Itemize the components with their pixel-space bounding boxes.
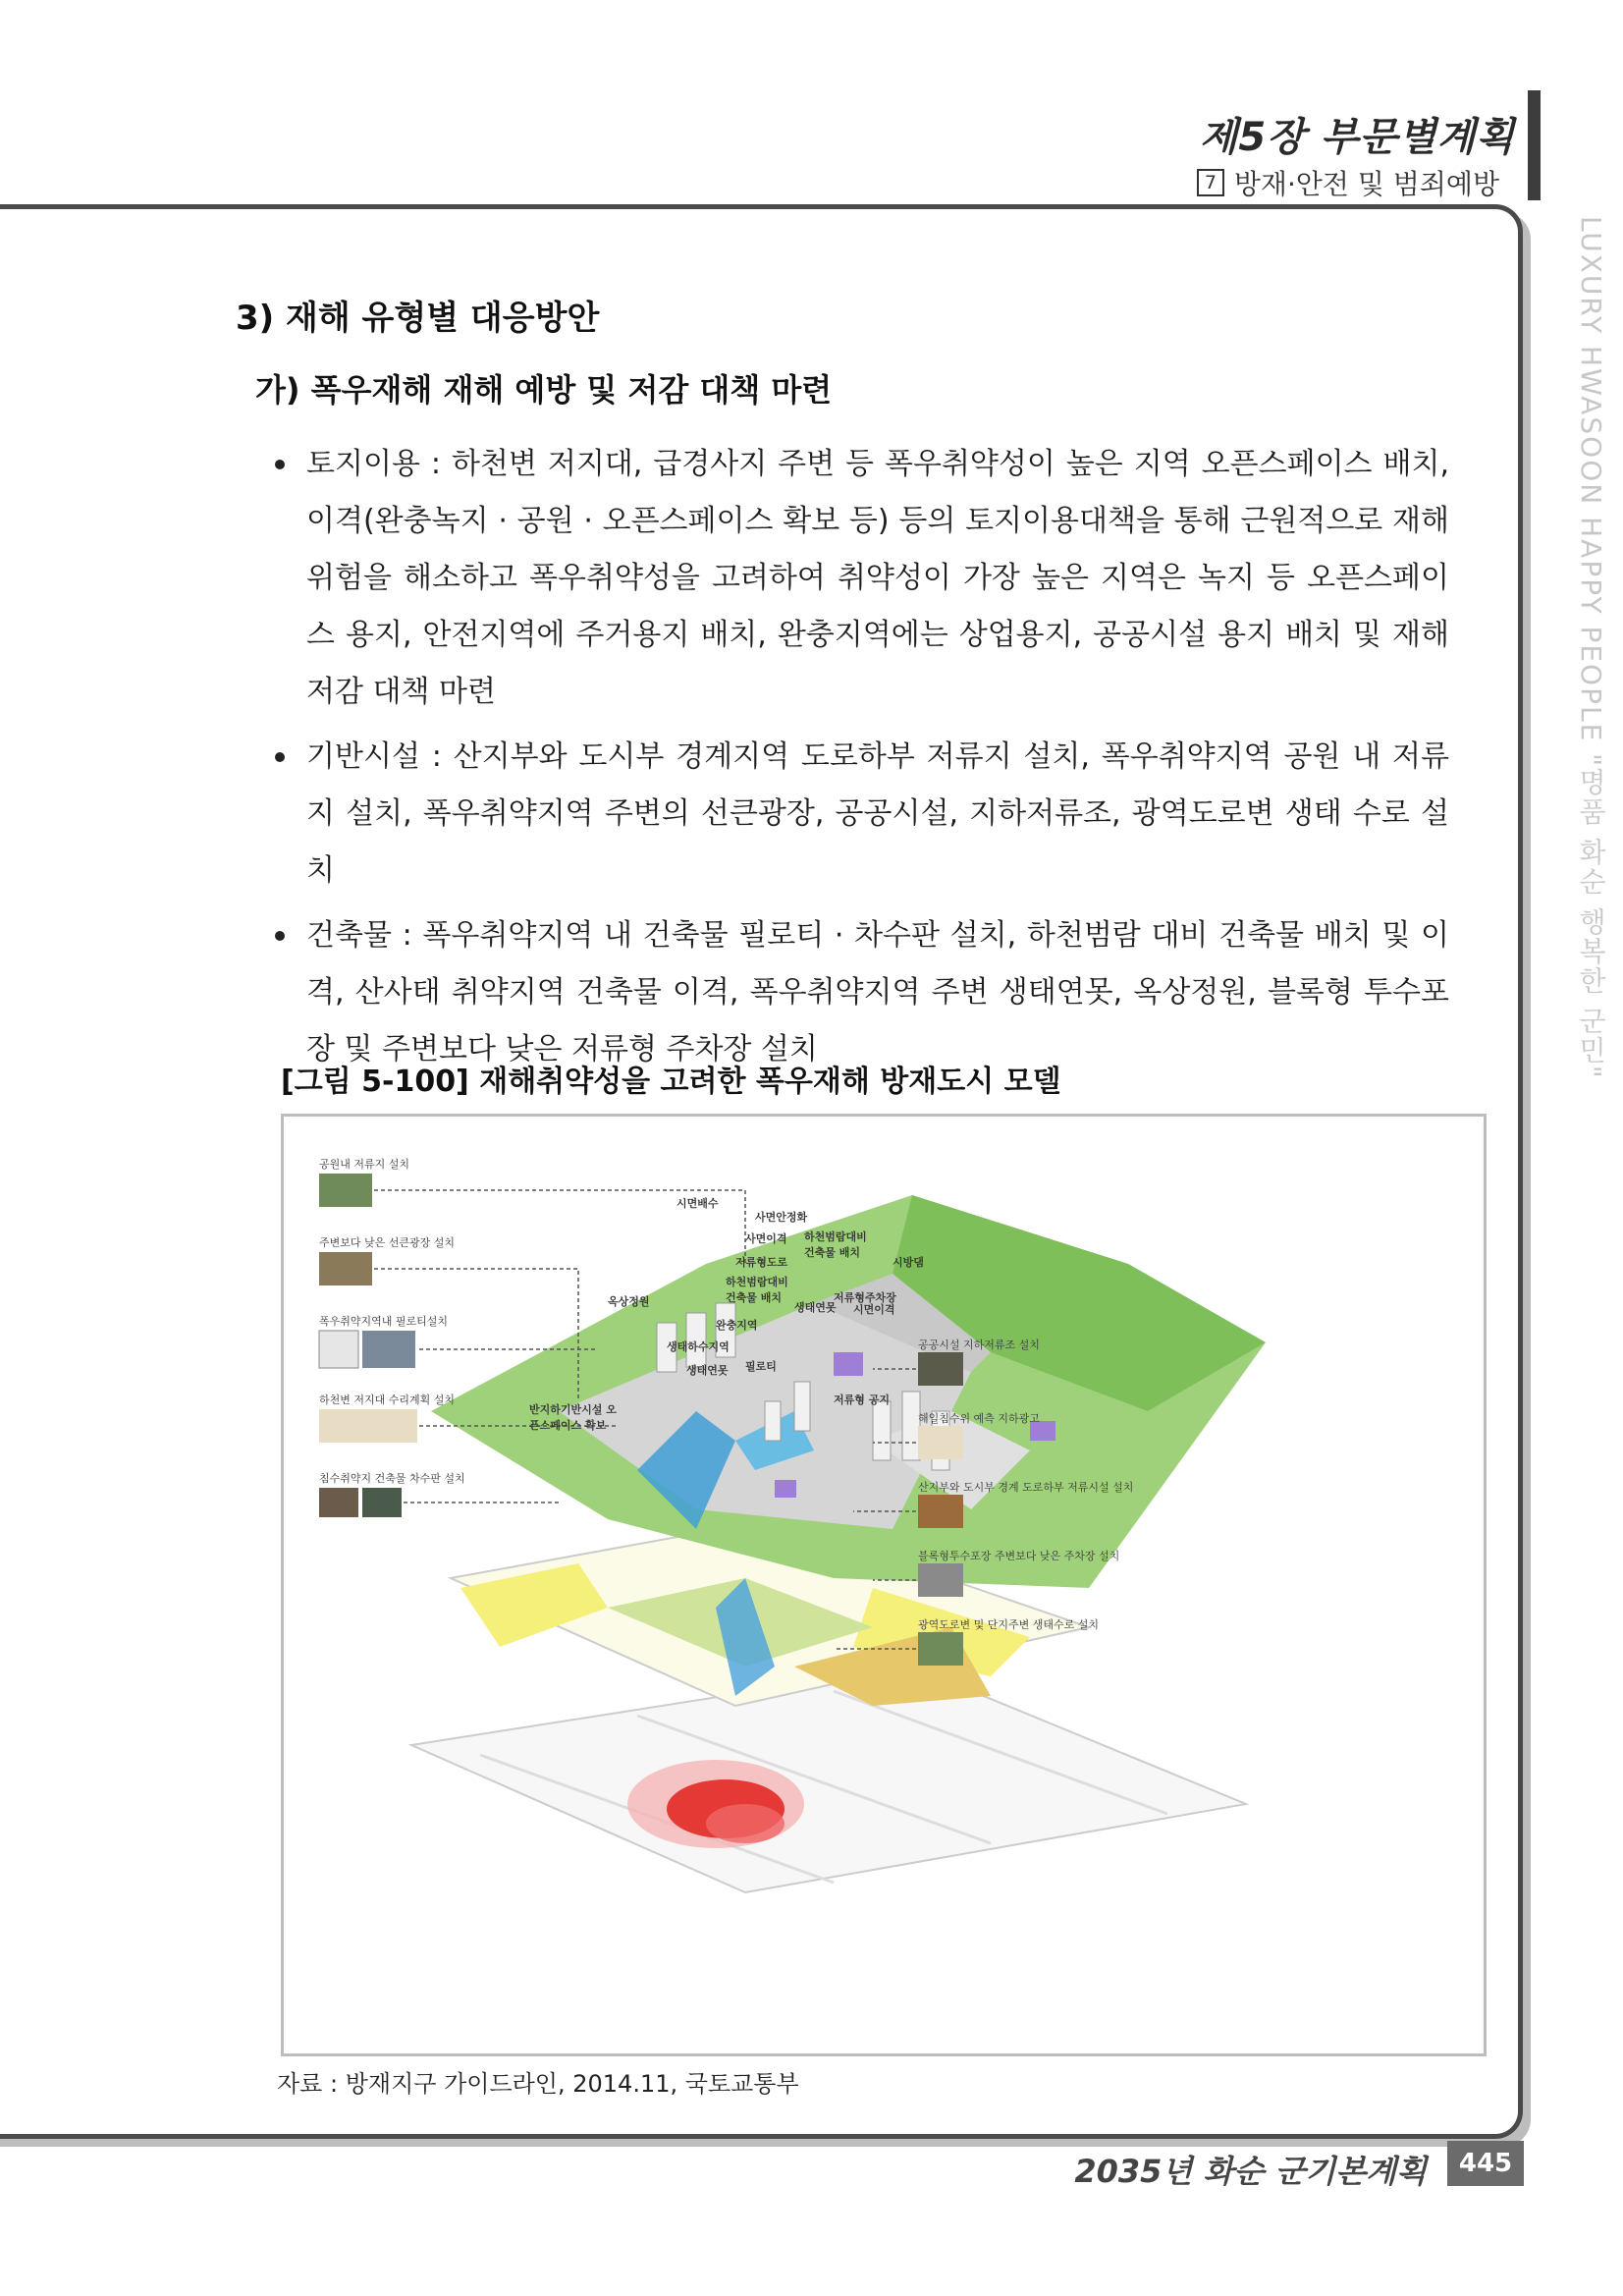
figure-source: 자료 : 방재지구 가이드라인, 2014.11, 국토교통부 <box>277 2070 799 2098</box>
map-label: 사면이격 <box>745 1232 787 1245</box>
left-label: 공원내 저류지 설치 <box>319 1158 410 1171</box>
bullet-item <box>271 907 1449 1078</box>
map-label: 저류형 공지 <box>834 1394 890 1406</box>
map-label: 생태하수지역 <box>667 1340 730 1353</box>
left-label: 하천변 저지대 수리계획 설치 <box>319 1394 456 1406</box>
left-label: 폭우취약지역내 필로티설치 <box>319 1315 449 1328</box>
section-title: 방재·안전 및 범죄예방 <box>1233 168 1499 200</box>
map-label: 완충지역 <box>716 1319 758 1332</box>
right-label: 공공시설 지하저류조 설치 <box>918 1339 1040 1351</box>
figure-disaster-city-model <box>281 1114 1487 2056</box>
section-number-box: 7 <box>1197 169 1224 196</box>
bullet-list <box>271 436 1449 1086</box>
chapter-bar <box>1528 90 1541 200</box>
left-label: 주변보다 낮은 선큰광장 설치 <box>319 1236 456 1249</box>
map-label: 하천범람대비 건축물 배치 <box>726 1276 788 1304</box>
map-label: 생태연못 <box>794 1301 837 1314</box>
figure-caption: [그림 5-100] 재해취약성을 고려한 폭우재해 방재도시 모델 <box>281 1065 1061 1099</box>
map-label: 시면이격 <box>853 1303 895 1316</box>
bullet-text: 토지이용 : 하천변 저지대, 급경사지 주변 등 폭우취약성이 높은 지역 오픈스페이스 배치, 이격(완충녹지 · 공원 · 오픈스페이스 확보 등) 등의 토지이용대책을 통해 근원적으로 재해 위험을 해소하고 폭우취약성을 고려하여 취약성이 가장 높은 지역은 녹지 등 오픈스페이스 용지, 안전지역에 주거용지 배치, 완충지역에는 상업용지, 공공시설 용지 배치 및 재해 저감 대책 마련 <box>306 447 1449 709</box>
section-subtitle <box>1197 163 1499 202</box>
right-label: 산지부와 도시부 경계 도로하부 저류시설 설치 <box>918 1481 1134 1494</box>
subsection-heading: 가) 폭우재해 재해 예방 및 저감 대책 마련 <box>255 371 833 409</box>
bullet-text: 기반시설 : 산지부와 도시부 경계지역 도로하부 저류지 설치, 폭우취약지역 공원 내 저류지 설치, 폭우취약지역 주변의 선큰광장, 공공시설, 지하저류조, 광역도로변 생태 수로 설치 <box>306 739 1449 888</box>
bullet-dot-icon <box>275 460 285 469</box>
map-label: 하천범람대비 건축물 배치 <box>804 1230 867 1259</box>
chapter-title: 제5장 부문별계획 <box>1199 115 1515 160</box>
footer-title: 2035년 화순 군기본계획 <box>1074 2153 1427 2190</box>
right-label: 광역도로변 및 단지주변 생태수로 설치 <box>918 1618 1100 1631</box>
map-label: 옥상정원 <box>608 1295 650 1308</box>
side-slogan: LUXURY HWASOON HAPPY PEOPLE "명품 화순 행복한 군민" <box>1575 216 1607 1080</box>
map-label: 생태연못 <box>686 1364 729 1377</box>
figure-label-layer <box>284 1117 1484 2053</box>
map-label: 사면안정화 <box>755 1211 808 1224</box>
bullet-item <box>271 729 1449 900</box>
map-label: 반지하기반시설 오픈스페이스 확보 <box>529 1403 617 1432</box>
bullet-dot-icon <box>275 752 285 762</box>
page-number: 445 <box>1447 2141 1524 2186</box>
right-label: 블록형투수포장 주변보다 낮은 주차장 설치 <box>918 1550 1120 1562</box>
right-label: 해일침수위 예측 지하광고 <box>918 1412 1040 1425</box>
map-label: 시방댐 <box>893 1256 924 1269</box>
map-label: 저류형주차장 <box>834 1291 896 1304</box>
section-heading: 3) 재해 유형별 대응방안 <box>236 299 600 338</box>
map-label: 저류형도로 <box>735 1256 788 1269</box>
left-label: 침수취약지 건축물 차수판 설치 <box>319 1472 465 1485</box>
map-label: 시면배수 <box>676 1197 719 1210</box>
bullet-text: 건축물 : 폭우취약지역 내 건축물 필로티 · 차수판 설치, 하천범람 대비 건축물 배치 및 이격, 산사태 취약지역 건축물 이격, 폭우취약지역 주변 생태연못, 옥상정원, 블록형 투수포장 및 주변보다 낮은 저류형 주차장 설치 <box>306 918 1449 1066</box>
map-label: 필로티 <box>745 1360 777 1373</box>
bullet-dot-icon <box>275 931 285 941</box>
bullet-item <box>271 436 1449 721</box>
